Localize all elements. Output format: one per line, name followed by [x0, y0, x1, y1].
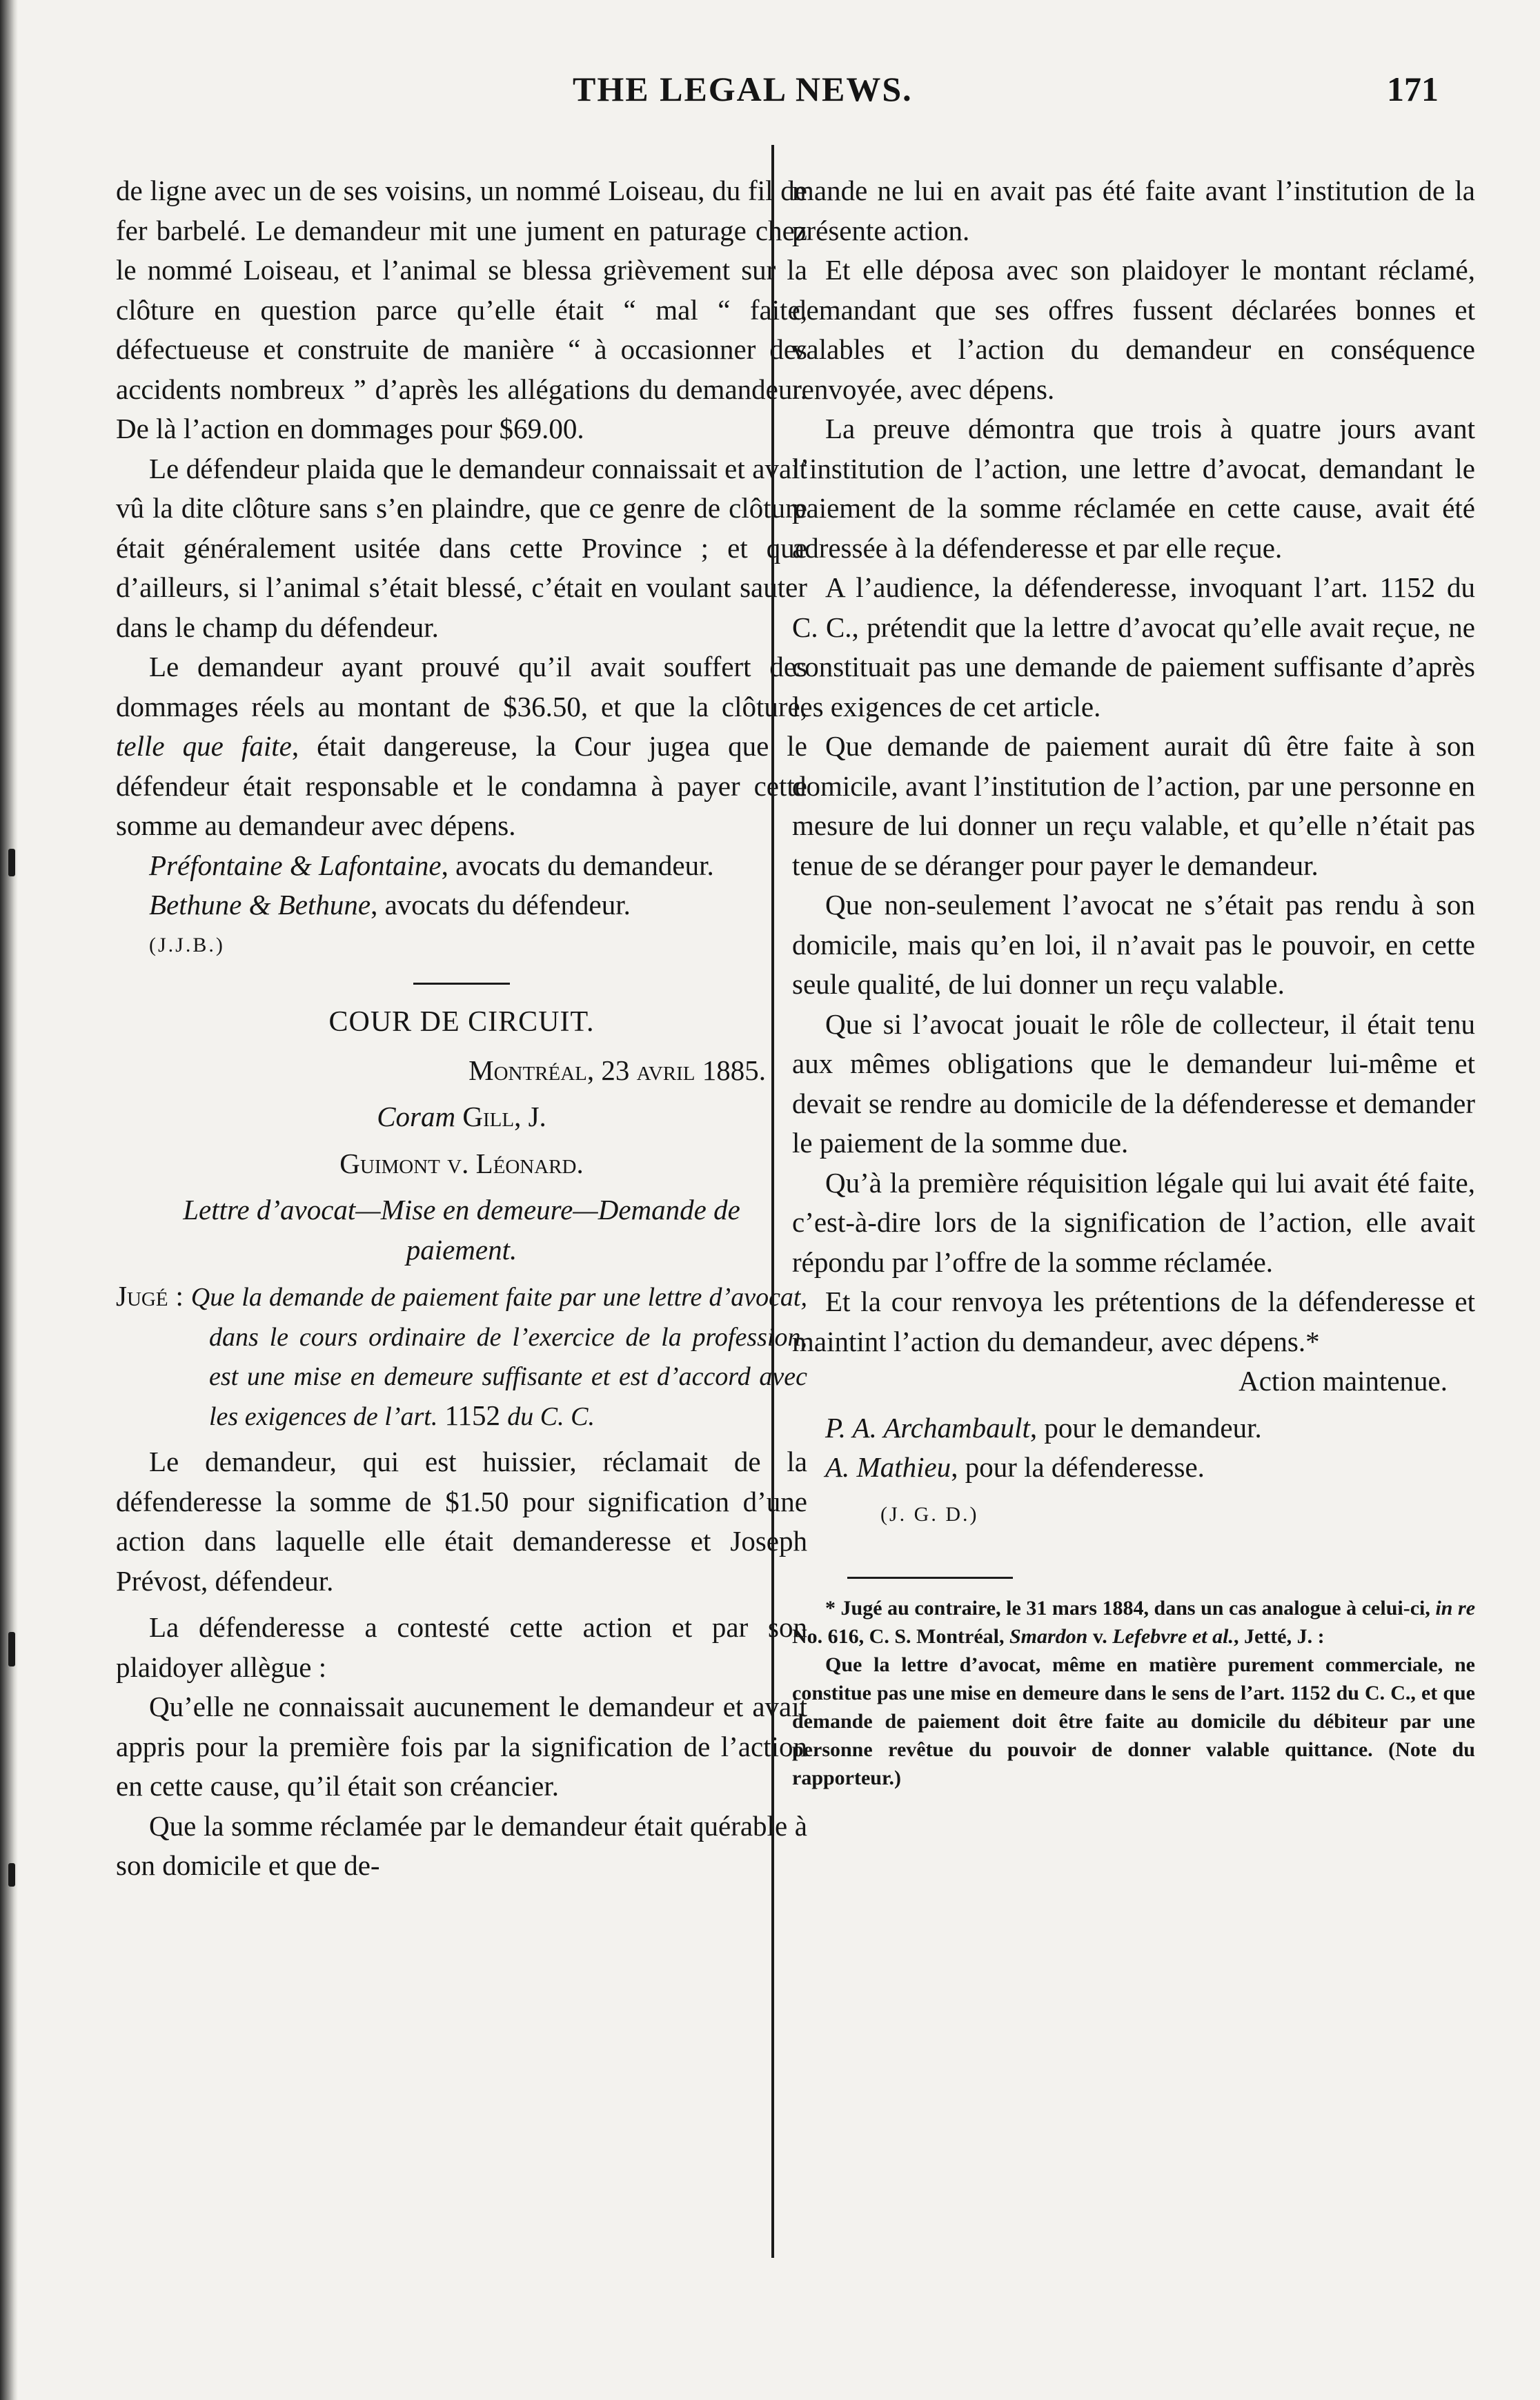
- article-number: 1152: [437, 1399, 508, 1431]
- section-rule: [413, 983, 510, 985]
- right-column: [792, 171, 1475, 1792]
- paragraph: Et elle déposa avec son plaidoyer le montant réclamé, demandant que ses offres fussent déclarées bonnes et valables et l’action du demandeur en conséquence renvoyée, avec dépens.: [792, 254, 1475, 405]
- paragraph: mande ne lui en avait pas été faite avant l’institution de la présente action.: [792, 175, 1475, 246]
- judgment-result: Action maintenue.: [1238, 1365, 1448, 1397]
- counsel-line: [116, 885, 807, 925]
- scan-edge-mark: [8, 1863, 15, 1887]
- case-name: Guimont v. Léonard.: [339, 1147, 584, 1179]
- counsel-name: Bethune & Bethune: [149, 889, 371, 921]
- text-run: , pour la défenderesse.: [951, 1451, 1205, 1483]
- court-title: COUR DE CIRCUIT.: [328, 1006, 595, 1038]
- held-text: Que la demande de paiement faite par une lettre d’avocat, dans le cours ordinaire de l’exercice de la profession, est une mise en demeure suffisante et est d’accord avec les exigences de l’art.: [190, 1283, 807, 1431]
- paragraph: Le demandeur, qui est huissier, réclamait de la défenderesse la somme de $1.50 pour signification d’une action dans laquelle elle était demanderesse et Joseph Prévost, défendeur.: [116, 1446, 807, 1597]
- running-title: THE LEGAL NEWS.: [573, 70, 913, 108]
- place-date: Montréal, 23 avril 1885.: [468, 1054, 766, 1086]
- italic-phrase: telle que faite: [116, 730, 292, 762]
- paragraph: Que demande de paiement aurait dû être faite à son domicile, avant l’institution de l’action, par une personne en mesure de lui donner un reçu valable, et qu’elle n’était pas tenue de se déranger pour payer le demandeur.: [792, 730, 1475, 881]
- headnote: Lettre d’avocat—Mise en demeure—Demande de paiement.: [183, 1194, 740, 1266]
- text-run: , avocats du demandeur.: [441, 849, 714, 881]
- paragraph: La défenderesse a contesté cette action et par son plaidoyer allègue :: [116, 1611, 807, 1683]
- text-run: , Jetté, J. :: [1233, 1625, 1325, 1648]
- held-label: Jugé :: [116, 1280, 191, 1312]
- text-run: v.: [1087, 1625, 1113, 1648]
- paragraph: Que si l’avocat jouait le rôle de collecteur, il était tenu aux mêmes obligations que le demandeur lui-même et devait se rendre au domicile de la défenderesse et demander le paiement de la somme due.: [792, 1007, 1475, 1159]
- scan-edge-mark: [8, 1632, 15, 1666]
- paragraph: [116, 647, 807, 846]
- scan-edge-mark: [8, 849, 15, 876]
- page-number: 171: [1387, 70, 1439, 108]
- text-run: , avocats du défendeur.: [371, 889, 631, 921]
- counsel-line: [792, 1448, 1475, 1488]
- text-run: No. 616, C. S. Montréal,: [792, 1625, 1009, 1648]
- italic-phrase: in re: [1435, 1597, 1476, 1620]
- judge-name: Gill, J.: [455, 1101, 546, 1132]
- held-paragraph: [116, 1277, 807, 1435]
- coram-label: Coram: [377, 1101, 456, 1132]
- paragraph: La preuve démontra que trois à quatre jours avant l’institution de l’action, une lettre d’avocat, demandant le paiement de la somme réclamée en cette cause, avait été adressée à la défenderesse et par elle reçue.: [792, 413, 1475, 564]
- text-run: * Jugé au contraire, le 31 mars 1884, dans un cas analogue à celui-ci,: [825, 1597, 1436, 1620]
- reporter-initials: (J.J.B.): [149, 933, 225, 956]
- paragraph: de ligne avec un de ses voisins, un nommé Loiseau, du fil de fer barbelé. Le demandeur mit une jument en paturage chez le nommé Loiseau, et l’animal se blessa grièvement sur la clôture en question parce qu’elle était “ mal “ faite, défectueuse et construite de manière “ à occasionner des accidents nombreux ” d’après les allégations du demandeur. De là l’action en dommages pour $69.00.: [116, 175, 807, 444]
- coram-line: [116, 1097, 807, 1137]
- counsel-name: P. A. Archambault: [825, 1411, 1030, 1444]
- paragraph: Que non-seulement l’avocat ne s’était pas rendu à son domicile, mais qu’en loi, il n’avait pas le pouvoir, en cette seule qualité, de lui donner un reçu valable.: [792, 889, 1475, 1000]
- paragraph: Et la cour renvoya les prétentions de la défenderesse et maintint l’action du demandeur, avec dépens.*: [792, 1286, 1475, 1357]
- text-run: , pour le demandeur.: [1029, 1411, 1262, 1444]
- footnote-rule: [847, 1577, 1013, 1579]
- left-column: [116, 171, 807, 1886]
- counsel-name: A. Mathieu: [825, 1451, 951, 1483]
- paragraph: Le défendeur plaida que le demandeur connaissait et avait vû la dite clôture sans s’en plaindre, que ce genre de clôture était généralement usitée dans cette Province ; et que d’ailleurs, si l’animal s’était blessé, c’était en voulant sauter dans le champ du défendeur.: [116, 452, 807, 643]
- page-header: [0, 69, 1540, 124]
- paragraph: Qu’elle ne connaissait aucunement le demandeur et avait appris pour la première fois par la signification de l’action en cette cause, qu’il était son créancier.: [116, 1691, 807, 1802]
- paragraph: A l’audience, la défenderesse, invoquant l’art. 1152 du C. C., prétendit que la lettre d’avocat qu’elle avait reçue, ne constituait pas une demande de paiement suffisante d’après les exigences de cet article.: [792, 571, 1475, 722]
- text-run: Le demandeur ayant prouvé qu’il avait souffert des dommages réels au montant de $36.50, et que la clôture,: [116, 651, 807, 722]
- italic-phrase: Smardon: [1009, 1625, 1088, 1648]
- paragraph: Que la somme réclamée par le demandeur était quérable à son domicile et que de-: [116, 1809, 807, 1881]
- reporter-initials: (J. G. D.): [880, 1502, 979, 1526]
- counsel-line: [792, 1408, 1475, 1448]
- held-text: du C. C.: [507, 1401, 595, 1431]
- counsel-line: [116, 846, 807, 886]
- scan-edge-shadow: [0, 0, 18, 2400]
- footnote: [792, 1594, 1475, 1651]
- footnote-continuation: Que la lettre d’avocat, même en matière purement commerciale, ne constitue pas une mise en demeure dans le sens de l’art. 1152 du C. C., et que demande de paiement doit être faite au domicile du débiteur par une personne revêtue du pouvoir de donner valable quittance. (Note du rapporteur.): [792, 1653, 1475, 1789]
- italic-phrase: Lefebvre et al.: [1112, 1625, 1234, 1648]
- text-run: , était dangereuse, la Cour jugea que le défendeur était responsable et le condamna à payer cette somme au demandeur avec dépens.: [116, 730, 808, 841]
- counsel-name: Préfontaine & Lafontaine: [149, 849, 442, 881]
- paragraph: Qu’à la première réquisition légale qui lui avait été faite, c’est-à-dire lors de la signification de l’action, elle avait répondu par l’offre de la somme réclamée.: [792, 1166, 1475, 1278]
